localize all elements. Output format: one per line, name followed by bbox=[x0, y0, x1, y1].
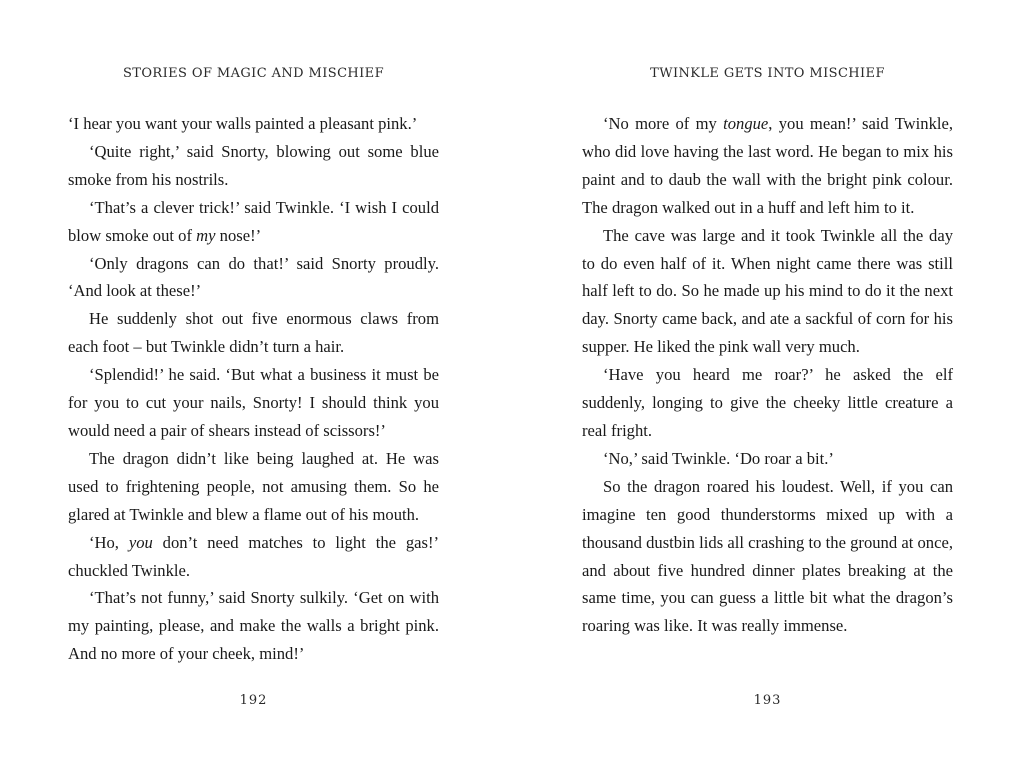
left-running-head: STORIES OF MAGIC AND MISCHIEF bbox=[123, 66, 384, 81]
italic-emphasis: tongue bbox=[723, 114, 769, 133]
right-page-text bbox=[582, 110, 953, 640]
paragraph: ‘That’s a clever trick!’ said Twinkle. ‘I wish I could blow smoke out of my nose!’ bbox=[68, 197, 439, 245]
paragraph: The cave was large and it took Twinkle all the day to do even half of it. When night came there was still half left to do. So he made up his mind to do it the next day. Snorty came back, and ate a sackful of corn for his supper. He liked the pink wall very much. bbox=[582, 225, 953, 357]
paragraph: ‘No,’ said Twinkle. ‘Do roar a bit.’ bbox=[603, 448, 834, 468]
paragraph: The dragon didn’t like being laughed at. He was used to frightening people, not amusing them. So he glared at Twinkle and blew a flame out of his mouth. bbox=[68, 448, 439, 524]
paragraph: ‘That’s not funny,’ said Snorty sulkily. ‘Get on with my painting, please, and make the walls a bright pink. And no more of your cheek, mind!’ bbox=[68, 588, 439, 664]
paragraph: ‘Have you heard me roar?’ he asked the elf suddenly, longing to give the cheeky little creature a real fright. bbox=[582, 365, 953, 440]
right-page-number: 193 bbox=[753, 693, 782, 708]
right-running-head: TWINKLE GETS INTO MISCHIEF bbox=[650, 66, 885, 81]
right-page bbox=[510, 0, 1020, 783]
paragraph: He suddenly shot out five enormous claws from each foot – but Twinkle didn’t turn a hair. bbox=[68, 309, 439, 357]
paragraph: ‘I hear you want your walls painted a pleasant pink.’ bbox=[68, 114, 418, 133]
left-page-text bbox=[68, 110, 439, 668]
italic-emphasis: my bbox=[196, 225, 216, 245]
paragraph: So the dragon roared his loudest. Well, if you can imagine ten good thunderstorms mixed up with a thousand dustbin lids all crashing to the ground at once, and about five hundred dinner plates breaking at the same time, you can guess a little bit what the dragon’s roaring was like. It was really immense. bbox=[582, 476, 953, 636]
italic-emphasis: you bbox=[128, 532, 153, 552]
left-page-number: 192 bbox=[239, 693, 268, 708]
paragraph: ‘Ho, you don’t need matches to light the gas!’ chuckled Twinkle. bbox=[68, 532, 440, 580]
paragraph: ‘Splendid!’ he said. ‘But what a business it must be for you to cut your nails, Snorty! I should think you would need a pair of shears instead of scissors!’ bbox=[68, 365, 439, 440]
paragraph: ‘Only dragons can do that!’ said Snorty proudly. ‘And look at these!’ bbox=[68, 253, 439, 301]
paragraph: ‘Quite right,’ said Snorty, blowing out some blue smoke from his nostrils. bbox=[68, 141, 439, 189]
paragraph: ‘No more of my tongue, you mean!’ said Twinkle, who did love having the last word. He began to mix his paint and to daub the wall with the bright pink colour. The dragon walked out in a huff and left him to it. bbox=[582, 114, 953, 217]
